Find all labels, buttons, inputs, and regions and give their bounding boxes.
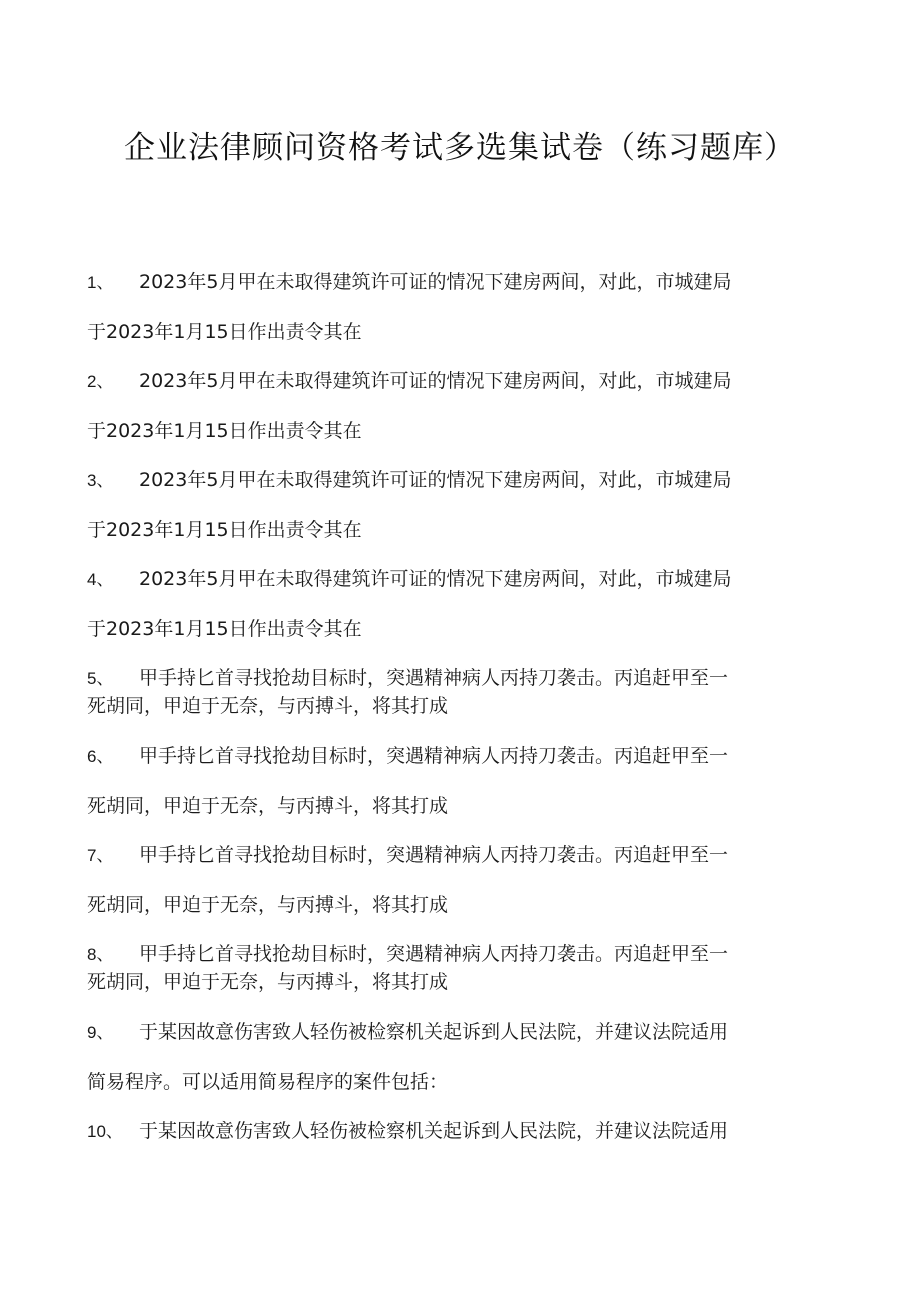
question-item xyxy=(87,1018,817,1096)
question-first-line xyxy=(87,1117,817,1145)
question-continuation: 于2023年1月15日作出责令其在 xyxy=(87,618,362,640)
question-first-line xyxy=(87,940,817,968)
question-number: 6、 xyxy=(87,747,114,766)
question-continuation: 死胡同，甲迫于无奈，与丙搏斗，将其打成 xyxy=(87,894,449,916)
question-number: 7、 xyxy=(87,846,114,865)
question-continuation: 于2023年1月15日作出责令其在 xyxy=(87,519,362,541)
question-text: 于某因故意伤害致人轻伤被检察机关起诉到人民法院，并建议法院适用 xyxy=(139,1120,729,1142)
question-number: 1、 xyxy=(87,273,114,292)
question-item xyxy=(87,565,817,643)
question-continuation: 于2023年1月15日作出责令其在 xyxy=(87,420,362,442)
question-number: 10、 xyxy=(87,1122,123,1141)
question-item xyxy=(87,367,817,445)
question-number: 8、 xyxy=(87,945,114,964)
question-continuation: 死胡同，甲迫于无奈，与丙搏斗，将其打成 xyxy=(87,971,449,993)
question-continuation: 简易程序。可以适用简易程序的案件包括： xyxy=(87,1071,449,1093)
question-text: 2023年5月甲在未取得建筑许可证的情况下建房两间，对此，市城建局 xyxy=(139,370,732,392)
question-text: 甲手持匕首寻找抢劫目标时，突遇精神病人丙持刀袭击。丙追赶甲至一 xyxy=(139,943,729,965)
question-continuation: 于2023年1月15日作出责令其在 xyxy=(87,321,362,343)
question-number: 9、 xyxy=(87,1023,114,1042)
question-text: 2023年5月甲在未取得建筑许可证的情况下建房两间，对此，市城建局 xyxy=(139,271,732,293)
question-text: 2023年5月甲在未取得建筑许可证的情况下建房两间，对此，市城建局 xyxy=(139,568,732,590)
question-number: 2、 xyxy=(87,372,114,391)
question-item xyxy=(87,268,817,346)
question-text: 于某因故意伤害致人轻伤被检察机关起诉到人民法院，并建议法院适用 xyxy=(139,1021,729,1043)
question-first-line xyxy=(87,841,817,869)
question-first-line xyxy=(87,742,817,770)
question-item xyxy=(87,466,817,544)
question-text: 甲手持匕首寻找抢劫目标时，突遇精神病人丙持刀袭击。丙追赶甲至一 xyxy=(139,667,729,689)
question-text: 甲手持匕首寻找抢劫目标时，突遇精神病人丙持刀袭击。丙追赶甲至一 xyxy=(139,844,729,866)
question-first-line xyxy=(87,466,817,494)
question-item xyxy=(87,664,817,720)
question-first-line xyxy=(87,1018,817,1046)
question-item xyxy=(87,841,817,919)
question-first-line xyxy=(87,367,817,395)
question-text: 甲手持匕首寻找抢劫目标时，突遇精神病人丙持刀袭击。丙追赶甲至一 xyxy=(139,745,729,767)
question-first-line xyxy=(87,268,817,296)
question-number: 5、 xyxy=(87,669,114,688)
question-first-line xyxy=(87,565,817,593)
question-text: 2023年5月甲在未取得建筑许可证的情况下建房两间，对此，市城建局 xyxy=(139,469,732,491)
question-item xyxy=(87,940,817,996)
question-continuation: 死胡同，甲迫于无奈，与丙搏斗，将其打成 xyxy=(87,695,449,717)
question-item xyxy=(87,742,817,820)
question-continuation: 死胡同，甲迫于无奈，与丙搏斗，将其打成 xyxy=(87,795,449,817)
question-number: 4、 xyxy=(87,570,114,589)
question-item xyxy=(87,1117,817,1145)
question-number: 3、 xyxy=(87,471,114,490)
question-first-line xyxy=(87,664,817,692)
document-title: 企业法律顾问资格考试多选集试卷（练习题库） xyxy=(124,130,796,166)
